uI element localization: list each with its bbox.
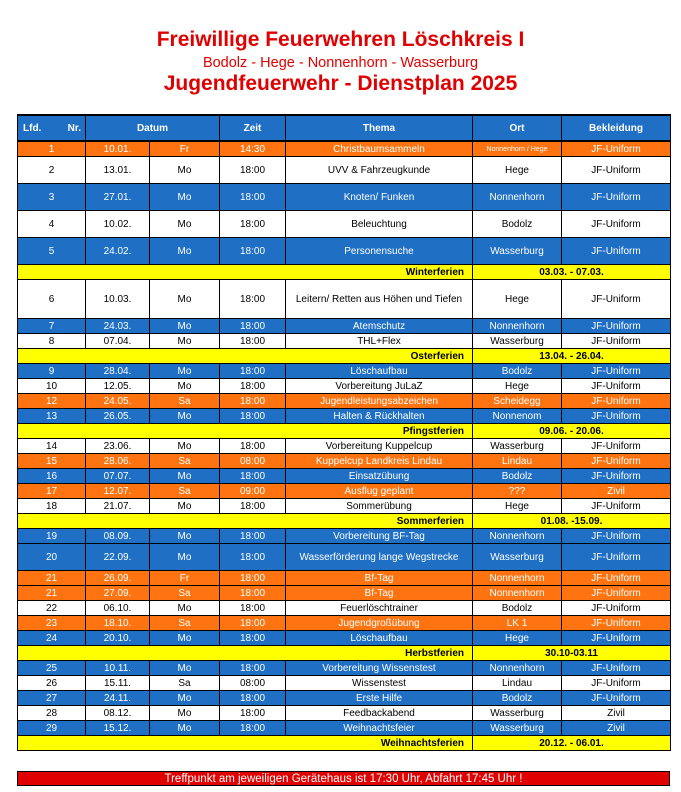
cell-nr: 4 [18,211,86,238]
holiday-dates: 03.03. - 07.03. [473,265,671,280]
cell-wochentag: Mo [150,544,220,571]
cell-ort: Nonnenhorn [473,529,562,544]
cell-ort: Lindau [473,676,562,691]
cell-thema: THL+Flex [286,334,473,349]
cell-bekleidung: JF-Uniform [562,529,671,544]
cell-ort: LK 1 [473,616,562,631]
schedule-row [18,334,671,349]
cell-zeit: 18:00 [220,238,286,265]
cell-bekleidung: JF-Uniform [562,616,671,631]
cell-bekleidung: JF-Uniform [562,364,671,379]
cell-ort: Lindau [473,454,562,469]
schedule-row [18,586,671,601]
holiday-name: Osterferien [18,349,473,364]
holiday-dates: 30.10-03.11 [473,646,671,661]
cell-zeit: 08:00 [220,676,286,691]
cell-bekleidung: JF-Uniform [562,280,671,319]
cell-nr: 17 [18,484,86,499]
cell-wochentag: Fr [150,141,220,157]
cell-zeit: 18:00 [220,499,286,514]
cell-thema: Leitern/ Retten aus Höhen und Tiefen [286,280,473,319]
schedule-row [18,631,671,646]
schedule-row [18,721,671,736]
cell-nr: 21 [18,586,86,601]
schedule-row [18,499,671,514]
cell-nr: 22 [18,601,86,616]
cell-ort: Hege [473,631,562,646]
cell-thema: Atemschutz [286,319,473,334]
schedule-row [18,529,671,544]
cell-wochentag: Mo [150,469,220,484]
cell-datum: 08.12. [86,706,150,721]
holiday-name: Pfingstferien [18,424,473,439]
cell-bekleidung: JF-Uniform [562,141,671,157]
schedule-row [18,469,671,484]
cell-thema: Personensuche [286,238,473,265]
cell-ort: ??? [473,484,562,499]
cell-wochentag: Mo [150,721,220,736]
cell-datum: 07.07. [86,469,150,484]
cell-datum: 24.11. [86,691,150,706]
cell-bekleidung: JF-Uniform [562,454,671,469]
meeting-point-note: Treffpunkt am jeweiligen Gerätehaus ist 17:30 Uhr, Abfahrt 17:45 Uhr ! [17,771,670,786]
cell-datum: 10.02. [86,211,150,238]
cell-ort: Wasserburg [473,721,562,736]
schedule-row [18,616,671,631]
cell-thema: Vorbereitung JuLaZ [286,379,473,394]
cell-wochentag: Sa [150,616,220,631]
cell-thema: Feedbackabend [286,706,473,721]
cell-thema: Bf-Tag [286,586,473,601]
cell-datum: 27.01. [86,184,150,211]
cell-zeit: 18:00 [220,379,286,394]
schedule-row [18,364,671,379]
cell-zeit: 18:00 [220,469,286,484]
cell-zeit: 18:00 [220,394,286,409]
cell-nr: 5 [18,238,86,265]
cell-wochentag: Mo [150,280,220,319]
cell-ort: Wasserburg [473,439,562,454]
holiday-dates: 20.12. - 06.01. [473,736,671,751]
locations-subtitle: Bodolz - Hege - Nonnenhorn - Wasserburg [202,55,479,71]
cell-zeit: 18:00 [220,184,286,211]
table-header-row [18,115,671,141]
cell-wochentag: Sa [150,394,220,409]
cell-thema: Erste Hilfe [286,691,473,706]
cell-datum: 10.01. [86,141,150,157]
holiday-name: Winterferien [18,265,473,280]
cell-ort: Nonnenhorn [473,586,562,601]
cell-wochentag: Mo [150,319,220,334]
cell-nr: 24 [18,631,86,646]
schedule-row [18,601,671,616]
cell-bekleidung: JF-Uniform [562,238,671,265]
cell-wochentag: Mo [150,379,220,394]
cell-zeit: 09:00 [220,484,286,499]
cell-bekleidung: JF-Uniform [562,601,671,616]
cell-nr: 3 [18,184,86,211]
cell-bekleidung: JF-Uniform [562,661,671,676]
cell-nr: 20 [18,544,86,571]
cell-ort: Nonnenhorn [473,184,562,211]
cell-wochentag: Mo [150,661,220,676]
cell-datum: 10.11. [86,661,150,676]
cell-wochentag: Sa [150,676,220,691]
cell-thema: Einsatzübung [286,469,473,484]
cell-wochentag: Mo [150,184,220,211]
cell-zeit: 18:00 [220,601,286,616]
cell-thema: Weihnachtsfeier [286,721,473,736]
cell-bekleidung: JF-Uniform [562,439,671,454]
cell-thema: Jugendgroßübung [286,616,473,631]
holiday-row [18,646,671,661]
cell-bekleidung: JF-Uniform [562,676,671,691]
cell-datum: 26.09. [86,571,150,586]
cell-nr: 28 [18,706,86,721]
cell-thema: Halten & Rückhalten [286,409,473,424]
cell-datum: 21.07. [86,499,150,514]
cell-datum: 27.09. [86,586,150,601]
cell-ort: Bodolz [473,364,562,379]
cell-zeit: 18:00 [220,706,286,721]
cell-datum: 23.06. [86,439,150,454]
cell-thema: Sommerübung [286,499,473,514]
cell-zeit: 18:00 [220,334,286,349]
cell-bekleidung: JF-Uniform [562,319,671,334]
cell-thema: Löschaufbau [286,364,473,379]
cell-datum: 15.11. [86,676,150,691]
cell-wochentag: Mo [150,334,220,349]
header-ort: Ort [473,115,562,141]
cell-thema: Kuppelcup Landkreis Lindau [286,454,473,469]
cell-ort: Bodolz [473,469,562,484]
cell-ort: Bodolz [473,601,562,616]
holiday-dates: 13.04. - 26.04. [473,349,671,364]
cell-wochentag: Mo [150,364,220,379]
cell-ort: Nonnenhorn / Hege [473,141,562,157]
cell-bekleidung: JF-Uniform [562,586,671,601]
schedule-row [18,157,671,184]
cell-zeit: 18:00 [220,571,286,586]
cell-nr: 12 [18,394,86,409]
cell-zeit: 18:00 [220,616,286,631]
cell-thema: Bf-Tag [286,571,473,586]
schedule-row [18,661,671,676]
holiday-row [18,736,671,751]
cell-datum: 10.03. [86,280,150,319]
cell-nr: 15 [18,454,86,469]
cell-zeit: 18:00 [220,661,286,676]
holiday-name: Weihnachtsferien [18,736,473,751]
cell-nr: 9 [18,364,86,379]
cell-thema: Beleuchtung [286,211,473,238]
cell-zeit: 18:00 [220,319,286,334]
cell-ort: Nonnenom [473,409,562,424]
cell-wochentag: Mo [150,706,220,721]
header-lfd: Lfd. [23,122,42,134]
cell-bekleidung: JF-Uniform [562,499,671,514]
cell-datum: 07.04. [86,334,150,349]
cell-ort: Hege [473,379,562,394]
cell-thema: Jugendleistungsabzeichen [286,394,473,409]
schedule-row [18,706,671,721]
cell-datum: 28.04. [86,364,150,379]
cell-wochentag: Mo [150,238,220,265]
cell-nr: 27 [18,691,86,706]
holiday-row [18,265,671,280]
cell-wochentag: Sa [150,454,220,469]
schedule-row [18,439,671,454]
cell-nr: 19 [18,529,86,544]
cell-ort: Hege [473,280,562,319]
cell-datum: 13.01. [86,157,150,184]
holiday-row [18,514,671,529]
cell-ort: Nonnenhorn [473,571,562,586]
cell-datum: 28.06. [86,454,150,469]
cell-ort: Hege [473,499,562,514]
cell-datum: 06.10. [86,601,150,616]
cell-bekleidung: JF-Uniform [562,469,671,484]
cell-thema: Wissenstest [286,676,473,691]
cell-zeit: 18:00 [220,409,286,424]
cell-nr: 7 [18,319,86,334]
cell-nr: 6 [18,280,86,319]
header-thema: Thema [286,115,473,141]
cell-ort: Hege [473,157,562,184]
cell-ort: Nonnenhorn [473,661,562,676]
cell-wochentag: Mo [150,211,220,238]
schedule-row [18,394,671,409]
schedule-row [18,184,671,211]
cell-nr: 2 [18,157,86,184]
cell-bekleidung: JF-Uniform [562,409,671,424]
cell-wochentag: Mo [150,157,220,184]
schedule-row [18,544,671,571]
cell-datum: 26.05. [86,409,150,424]
cell-wochentag: Sa [150,586,220,601]
cell-thema: Feuerlöschtrainer [286,601,473,616]
cell-nr: 18 [18,499,86,514]
schedule-row [18,484,671,499]
cell-ort: Wasserburg [473,544,562,571]
header-bekleidung: Bekleidung [562,115,671,141]
cell-thema: Löschaufbau [286,631,473,646]
cell-zeit: 18:00 [220,439,286,454]
cell-zeit: 18:00 [220,364,286,379]
cell-ort: Wasserburg [473,238,562,265]
cell-bekleidung: JF-Uniform [562,334,671,349]
cell-nr: 14 [18,439,86,454]
cell-zeit: 18:00 [220,721,286,736]
organization-title: Freiwillige Feuerwehren Löschkreis I [156,28,525,51]
cell-zeit: 18:00 [220,529,286,544]
cell-bekleidung: JF-Uniform [562,571,671,586]
header-lfd-nr [18,115,86,141]
schedule-row [18,319,671,334]
cell-bekleidung: JF-Uniform [562,211,671,238]
header-nr: Nr. [67,122,81,134]
cell-thema: Knoten/ Funken [286,184,473,211]
cell-thema: Christbaumsammeln [286,141,473,157]
schedule-row [18,571,671,586]
cell-bekleidung: Zivil [562,721,671,736]
schedule-row [18,211,671,238]
cell-bekleidung: Zivil [562,706,671,721]
cell-bekleidung: JF-Uniform [562,157,671,184]
cell-wochentag: Mo [150,529,220,544]
cell-zeit: 18:00 [220,691,286,706]
cell-bekleidung: Zivil [562,484,671,499]
cell-thema: Vorbereitung BF-Tag [286,529,473,544]
cell-datum: 12.07. [86,484,150,499]
cell-bekleidung: JF-Uniform [562,184,671,211]
holiday-row [18,349,671,364]
schedule-row [18,141,671,157]
cell-nr: 23 [18,616,86,631]
cell-nr: 8 [18,334,86,349]
cell-zeit: 14:30 [220,141,286,157]
cell-datum: 12.05. [86,379,150,394]
cell-bekleidung: JF-Uniform [562,631,671,646]
holiday-name: Herbstferien [18,646,473,661]
cell-datum: 22.09. [86,544,150,571]
holiday-row [18,424,671,439]
cell-nr: 16 [18,469,86,484]
cell-zeit: 18:00 [220,544,286,571]
header-datum: Datum [86,115,220,141]
cell-zeit: 18:00 [220,586,286,601]
cell-datum: 24.05. [86,394,150,409]
cell-nr: 26 [18,676,86,691]
cell-datum: 20.10. [86,631,150,646]
cell-ort: Wasserburg [473,334,562,349]
cell-bekleidung: JF-Uniform [562,379,671,394]
cell-nr: 1 [18,141,86,157]
cell-thema: Ausflug geplant [286,484,473,499]
cell-wochentag: Mo [150,601,220,616]
cell-ort: Wasserburg [473,706,562,721]
schedule-row [18,409,671,424]
cell-datum: 24.02. [86,238,150,265]
holiday-dates: 01.08. -15.09. [473,514,671,529]
cell-thema: Wasserförderung lange Wegstrecke [286,544,473,571]
schedule-row [18,238,671,265]
cell-wochentag: Mo [150,631,220,646]
schedule-row [18,379,671,394]
cell-ort: Bodolz [473,691,562,706]
cell-wochentag: Sa [150,484,220,499]
cell-nr: 25 [18,661,86,676]
cell-thema: Vorbereitung Kuppelcup [286,439,473,454]
holiday-name: Sommerferien [18,514,473,529]
holiday-dates: 09.06. - 20.06. [473,424,671,439]
cell-zeit: 18:00 [220,631,286,646]
cell-nr: 21 [18,571,86,586]
cell-wochentag: Mo [150,439,220,454]
cell-zeit: 18:00 [220,211,286,238]
cell-nr: 13 [18,409,86,424]
cell-nr: 10 [18,379,86,394]
schedule-row [18,454,671,469]
schedule-row [18,676,671,691]
cell-zeit: 08:00 [220,454,286,469]
cell-bekleidung: JF-Uniform [562,544,671,571]
header-zeit: Zeit [220,115,286,141]
cell-ort: Scheidegg [473,394,562,409]
cell-wochentag: Mo [150,691,220,706]
schedule-table [17,114,671,751]
plan-title: Jugendfeuerwehr - Dienstplan 2025 [163,72,518,95]
cell-bekleidung: JF-Uniform [562,394,671,409]
cell-wochentag: Mo [150,499,220,514]
cell-thema: Vorbereitung Wissenstest [286,661,473,676]
cell-datum: 08.09. [86,529,150,544]
cell-wochentag: Fr [150,571,220,586]
cell-ort: Nonnenhorn [473,319,562,334]
cell-bekleidung: JF-Uniform [562,691,671,706]
cell-datum: 15.12. [86,721,150,736]
schedule-row [18,280,671,319]
cell-zeit: 18:00 [220,280,286,319]
schedule-row [18,691,671,706]
cell-datum: 18.10. [86,616,150,631]
cell-thema: UVV & Fahrzeugkunde [286,157,473,184]
cell-datum: 24.03. [86,319,150,334]
cell-zeit: 18:00 [220,157,286,184]
cell-ort: Bodolz [473,211,562,238]
cell-wochentag: Mo [150,409,220,424]
cell-nr: 29 [18,721,86,736]
